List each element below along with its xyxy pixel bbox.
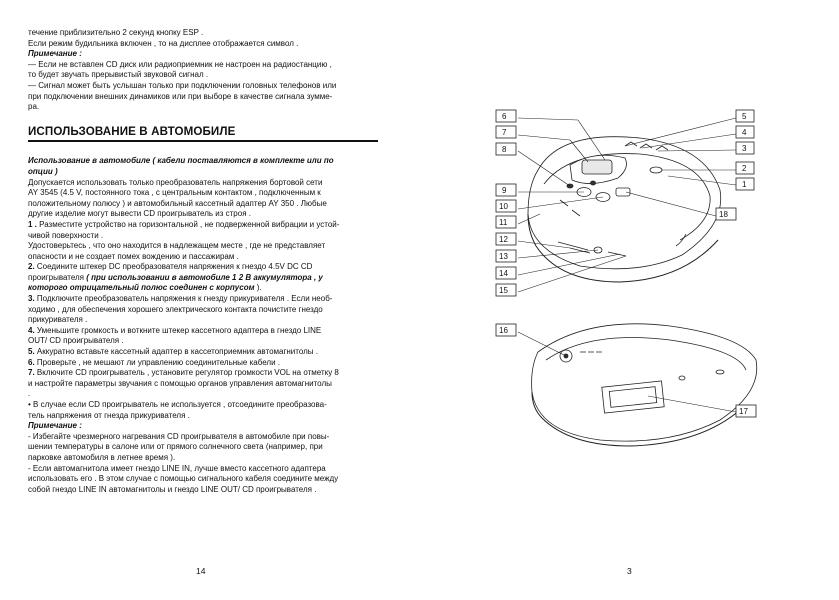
callout-3: 3 [742,144,747,153]
leader-6 [518,118,578,120]
step-7 [28,368,378,379]
battery-door-inner [609,387,656,408]
note-line: — Сигнал может быть услышан только при подключении головных телефонов или [28,80,337,90]
leader-5 [625,118,736,146]
callout-15: 15 [499,286,508,295]
callout-11: 11 [499,218,508,227]
step-number: 6. [28,357,35,367]
leader-16 [518,332,566,356]
right-page [420,0,839,595]
check-line: Удостоверьтесь , что оно находится в надлежащем месте , где не представляет [28,241,326,251]
step-2-line-3 [28,283,378,294]
next-button [591,181,596,185]
step-number: 4. [28,325,35,335]
side-ports [558,242,626,256]
note-line: парковке автомобиля в летнее время ). [28,452,176,462]
note-heading: Примечание : [28,421,82,431]
step-4 [28,326,378,337]
note-line: ра. [28,102,40,112]
step-text: ходимо , для обеспечения хорошего электрического контакта почистите гнездо [28,304,323,314]
step-text: прикуривателя . [28,315,88,325]
volume-dial [650,167,662,173]
step-text: OUT/ CD проигрывателя . [28,336,124,346]
step-text: Соедините штекер DC преобразователя напряжения к гнездо 4.5V DC CD [34,262,313,272]
step-number: 7. [28,368,35,378]
bottom-inner [546,338,746,371]
step-emphasis: которого отрицательный полюс соединен с корпусом [28,283,255,293]
top-buttons [625,142,668,150]
step-text: ). [254,283,262,293]
section-title: ИСПОЛЬЗОВАНИЕ В АВТОМОБИЛЕ [28,127,378,143]
leader-10 [518,197,603,209]
body-line: AY 3545 (4.5 V, постоянного тока , с центральным контактом , подключенным к [28,188,321,198]
callout-8: 8 [502,145,507,154]
step-emphasis: ( при использовании в автомобиле 1 2 В аккумулятора , у [86,272,323,282]
step-1 [28,220,378,231]
note-line: — Если не вставлен CD диск или радиоприемник не настроен на радиостанцию , [28,59,332,69]
body-line: Допускается использовать только преобразователь напряжения бортовой сети [28,177,323,187]
page-number: 14 [196,566,206,576]
step-text: и настройте параметры звучания с помощью органов управления автомагнитолы [28,378,332,388]
callout-17: 17 [739,407,748,416]
step-text: Подключите преобразователь напряжения к гнезду прикуривателя . Если необ- [34,294,333,304]
note-line: при подключении внешних динамиков или при выборе в качестве сигнала зумме- [28,91,333,101]
note-line: использовать его . В этом случае с помощью сигнального кабеля соедините между [28,474,339,484]
open-button [616,188,630,196]
step-text: Включите CD проигрыватель , установите регулятор громкости VOL на отметку 8 [34,368,339,378]
leader-14 [518,254,620,275]
display-screen [582,160,612,174]
step-number: 2. [28,262,35,272]
note-line: собой гнездо LINE IN автомагнитолы и гнездо LINE OUT/ CD проигрывателя . [28,484,317,494]
step-text: Проверьте , не мешают ли управлению соединительные кабели . [34,357,280,367]
callout-7: 7 [502,128,507,137]
callout-16: 16 [499,326,508,335]
step-number: 3. [28,294,35,304]
bottom-foot [679,376,685,380]
callout-12: 12 [499,235,508,244]
leader-8 [518,151,570,186]
step-2-line-2 [28,273,378,284]
step-2 [28,262,378,273]
step-number: 5. [28,347,35,357]
bottom-foot [716,370,724,374]
check-line: опасности и не создает помех вождению и пассажирам . [28,251,239,261]
step-text: Уменьшите громкость и воткните штекер кассетного адаптера в гнездо LINE [34,325,322,335]
step-3 [28,294,378,305]
left-page [0,0,420,595]
callout-4: 4 [742,128,747,137]
leader-17 [648,396,736,412]
step-text: . [28,389,31,399]
right-side-port [676,234,686,246]
callout-1: 1 [742,180,747,189]
page-number: 3 [627,566,632,576]
leader-1 [668,176,736,185]
step-6 [28,358,378,369]
leader-15 [518,256,626,292]
note-line: шении температуры в салоне или от прямого солнечного света (например, при [28,442,323,452]
step-text: Аккуратно вставьте кассетный адаптер в кассетоприемник автомагнитолы . [34,347,318,357]
step-text: чивой поверхности . [28,230,104,240]
step-5 [28,347,378,358]
callout-13: 13 [499,252,508,261]
leader-lines [518,118,736,412]
body-line: другие изделие могут вывести CD проигрыватель из строя . [28,209,251,219]
player-edge [528,214,718,282]
callout-6: 6 [502,112,507,121]
callout-5: 5 [742,112,747,121]
note-line: - Избегайте чрезмерного нагревания CD проигрывателя в автомобиле при повы- [28,431,330,441]
note-line: то будет звучать прерывистый звуковой сигнал . [28,70,209,80]
callout-14: 14 [499,269,508,278]
intro-line: течение приблизительно 2 секунд кнопку ESP . [28,28,204,37]
intro-line: Если режим будильника включен , то на дисплее отображается символ . [28,38,299,48]
step-text: Разместите устройство на горизонтальной , не подверженной вибрации и устой- [36,219,340,229]
subheading: Использование в автомобиле ( кабели поставляются в комплекте или по [28,156,334,166]
bullet-line: тель напряжения от гнезда прикуривателя . [28,410,190,420]
body-line: положительному полюсу ) и автомобильный кассетный адаптер AY 350 . Любые [28,198,327,208]
left-text-column [28,28,378,495]
player-lid-line [544,154,710,240]
step-text: проигрывателя [28,272,87,282]
callout-2: 2 [742,164,747,173]
leader-3 [658,150,736,151]
subheading: опции ) [28,166,58,176]
leader-7 [518,135,570,140]
leader-18 [626,192,716,216]
callout-10: 10 [499,202,508,211]
callout-18: 18 [719,210,728,219]
bottom-edge [532,392,740,446]
note-line: - Если автомагнитола имеет гнездо LINE IN, лучше вместо кассетного адаптера [28,463,326,473]
note-heading: Примечание : [28,49,82,59]
cd-player-diagram [420,0,839,595]
player-body-outline [528,137,721,269]
callout-9: 9 [502,186,507,195]
leader-7b [570,140,588,162]
player-bottom-view [532,324,757,446]
bullet-line: • В случае если CD проигрыватель не используется , отсоедините преобразова- [28,400,327,409]
step-number: 1 . [28,219,37,229]
